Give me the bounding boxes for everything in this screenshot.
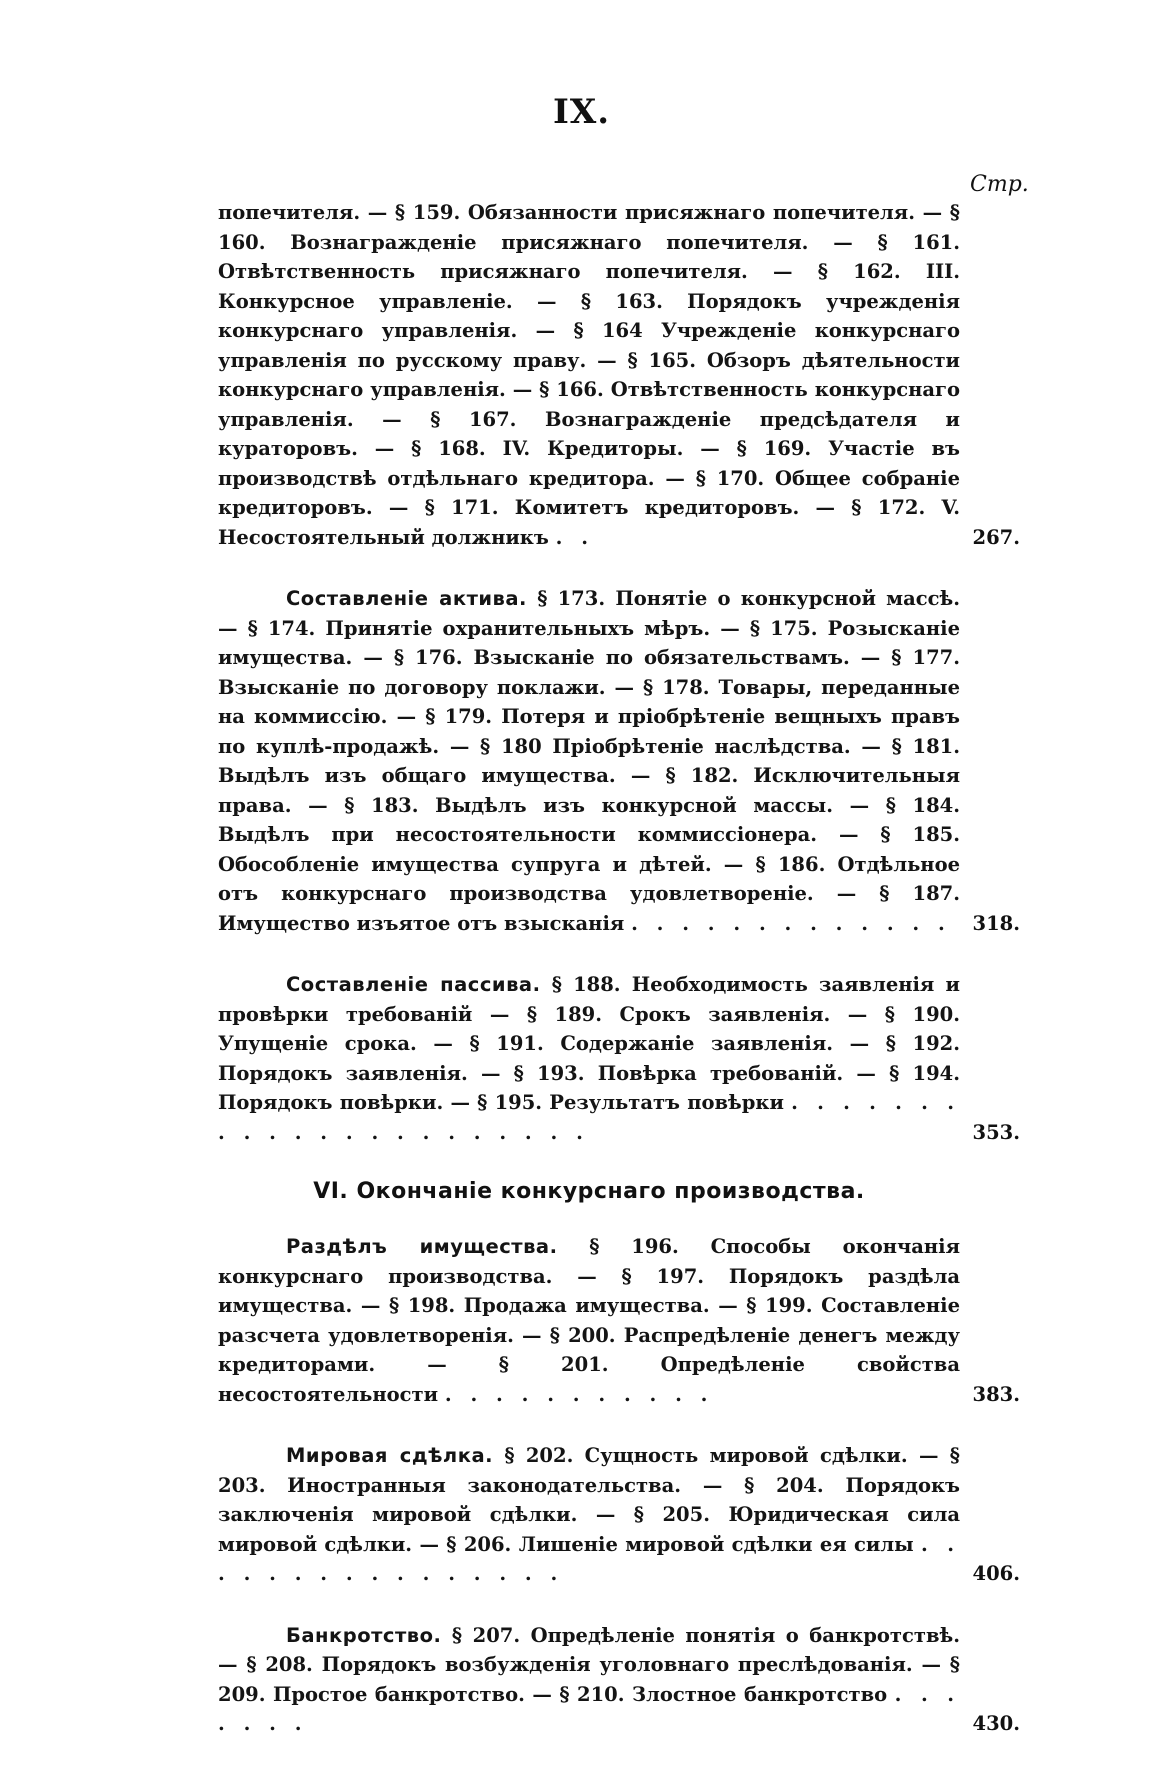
toc-entry bbox=[218, 584, 1020, 938]
toc-page-number: 353. bbox=[972, 1120, 1020, 1144]
table-of-contents bbox=[218, 198, 1020, 1771]
toc-entry bbox=[218, 1621, 1020, 1739]
toc-entry-text bbox=[218, 1621, 960, 1739]
toc-page-number: 406. bbox=[972, 1562, 1020, 1585]
dot-leaders: . . . . . . . . . . . bbox=[444, 1382, 714, 1406]
toc-entry-text bbox=[218, 970, 960, 1147]
toc-entry-body: § 196. Способы окончанія конкурснаго производства. — § 197. Порядокъ раздѣла имущества. — § 198. Продажа имущества. — § 199. Составленіе разсчета удовлетворенія. — § 200. Распредѣленіе денегъ между кредиторами. — § 201. Опредѣленіе свойства несостоятельности bbox=[218, 1235, 960, 1406]
toc-entry-heading: Раздѣлъ имущества. bbox=[286, 1235, 558, 1258]
toc-entry-heading: Банкротство. bbox=[286, 1623, 442, 1647]
dot-leaders: . . . . . . . . . . . . . . . . . . . . . . bbox=[218, 1091, 960, 1144]
toc-page-number: 318. bbox=[972, 911, 1020, 935]
page-number: IX. bbox=[552, 92, 611, 132]
dot-leaders: . . . . . . . . . . . . . bbox=[631, 911, 951, 935]
toc-page-number: 267. bbox=[972, 525, 1020, 549]
toc-entry bbox=[218, 1441, 1020, 1589]
page-column-label: Стр. bbox=[970, 172, 1029, 197]
toc-entry-heading: Составленіе пассива. bbox=[286, 973, 541, 996]
toc-entry-text bbox=[218, 1232, 960, 1409]
dot-leaders: . . bbox=[555, 525, 595, 549]
toc-entry-text bbox=[218, 1441, 960, 1589]
toc-entry bbox=[218, 970, 1020, 1147]
toc-page-number: 383. bbox=[972, 1382, 1020, 1406]
toc-entry-body: § 202. Сущность мировой сдѣлки. — § 203. Иностранныя законодательства. — § 204. Порядокъ заключенія мировой сдѣлки. — § 205. Юридическая сила мировой сдѣлки. — § 206. Лишеніе мировой сдѣлки ея силы bbox=[218, 1444, 960, 1556]
toc-entry-body: попечителя. — § 159. Обязанности присяжнаго попечителя. — § 160. Вознагражденіе присяжнаго попечителя. — § 161. Отвѣтственность присяжнаго попечителя. — § 162. III. Конкурсное управленіе. — § 163. Порядокъ учрежденія конкурснаго управленія. — § 164 Учрежденіе конкурснаго управленія по русскому праву. — § 165. Обзоръ дѣятельности конкурснаго управленія. — § 166. Отвѣтственность конкурснаго управленія. — § 167. Вознагражденіе предсѣдателя и кураторовъ. — § 168. IV. Кредиторы. — § 169. Участіе въ производствѣ отдѣльнаго кредитора. — § 170. Общее собраніе кредиторовъ. — § 171. Комитетъ кредиторовъ. — § 172. V. Несостоятельный должникъ bbox=[218, 201, 960, 549]
toc-entry bbox=[218, 198, 1020, 552]
toc-entry-text bbox=[218, 198, 960, 552]
toc-entry-heading: Составленіе актива. bbox=[286, 587, 527, 610]
toc-entry-body: § 173. Понятіе о конкурсной массѣ. — § 174. Принятіе охранительныхъ мѣръ. — § 175. Розысканіе имущества. — § 176. Взысканіе по обязательствамъ. — § 177. Взысканіе по договору поклажи. — § 178. Товары, переданные на коммиссію. — § 179. Потеря и пріобрѣтеніе вещныхъ правъ по куплѣ-продажѣ. — § 180 Пріобрѣтеніе наслѣдства. — § 181. Выдѣлъ изъ общаго имущества. — § 182. Исключительныя права. — § 183. Выдѣлъ изъ конкурсной массы. — § 184. Выдѣлъ при несостоятельности коммиссіонера. — § 185. Обособленіе имущества супруга и дѣтей. — § 186. Отдѣльное отъ конкурснаго производства удовлетвореніе. — § 187. Имущество изъятое отъ взысканія bbox=[218, 587, 960, 935]
toc-page-number: 430. bbox=[972, 1712, 1020, 1735]
toc-entry bbox=[218, 1232, 1020, 1409]
toc-entry-body: § 207. Опредѣленіе понятія о банкротствѣ. — § 208. Порядокъ возбужденія уголовнаго преслѣдованія. — § 209. Простое банкротство. — § 210. Злостное банкротство bbox=[218, 1623, 960, 1706]
section-title: VI. Окончаніе конкурснаго производства. bbox=[313, 1179, 865, 1204]
dot-leaders: . . . . . . . . . . . . . . . . bbox=[218, 1532, 960, 1585]
toc-entry-text bbox=[218, 584, 960, 938]
toc-entry-heading: Мировая сдѣлка. bbox=[286, 1444, 494, 1467]
dot-leaders: . . . . . . . bbox=[218, 1682, 960, 1735]
toc-entry-body: § 188. Необходимость заявленія и провѣрки требованій — § 189. Срокъ заявленія. — § 190. Упущеніе срока. — § 191. Содержаніе заявленія. — § 192. Порядокъ заявленія. — § 193. Повѣрка требованій. — § 194. Порядокъ повѣрки. — § 195. Результатъ повѣрки bbox=[218, 973, 960, 1114]
